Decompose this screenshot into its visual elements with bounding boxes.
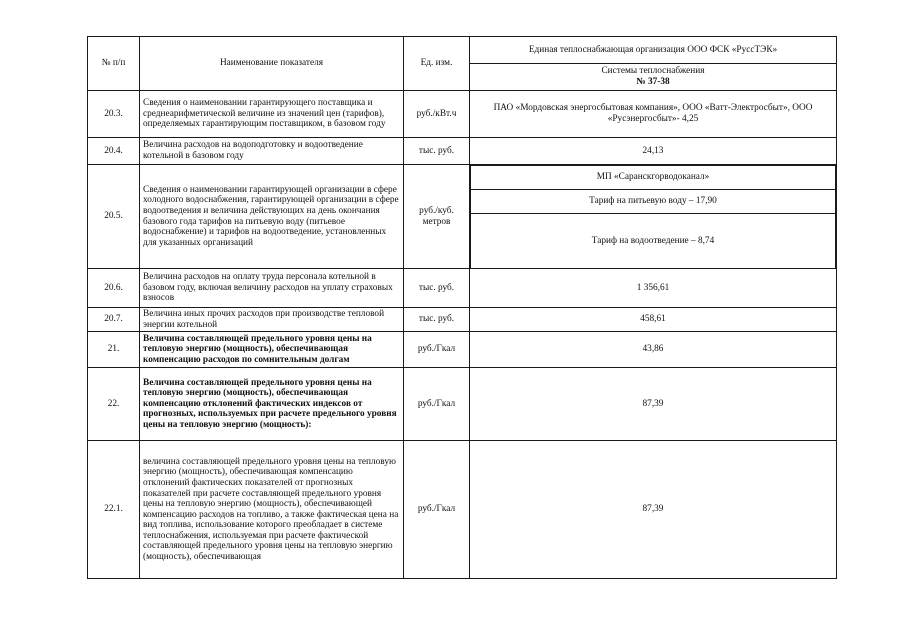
row-value-split: [470, 165, 837, 269]
value-sewer-tariff: Тариф на водоотведение – 8,74: [471, 214, 836, 268]
table-row: [88, 269, 837, 308]
row-name: Величина расходов на водоподготовку и водоотведение котельной в базовом году: [140, 138, 404, 165]
row-unit: тыс. руб.: [404, 138, 470, 165]
row-number: 22.1.: [88, 441, 140, 579]
row-unit: руб./Гкал: [404, 332, 470, 368]
header-systems-label: Системы теплоснабжения: [601, 66, 705, 77]
header-num: № п/п: [88, 37, 140, 91]
row-number: 20.5.: [88, 165, 140, 269]
row-name: Величина расходов на оплату труда персонала котельной в базовом году, включая величину расходов на уплату страховых взносов: [140, 269, 404, 308]
row-number: 20.7.: [88, 308, 140, 332]
row-value: 1 356,61: [470, 269, 837, 308]
row-number: 20.6.: [88, 269, 140, 308]
row-value: 87,39: [470, 368, 837, 441]
row-name: Величина иных прочих расходов при производстве тепловой энергии котельной: [140, 308, 404, 332]
row-name: Величина составляющей предельного уровня цены на тепловую энергию (мощность), обеспечивающая компенсацию расходов по сомнительным долгам: [140, 332, 404, 368]
header-systems-number: № 37-38: [636, 77, 670, 87]
header-unit: Ед. изм.: [404, 37, 470, 91]
row-unit: руб./Гкал: [404, 441, 470, 579]
header-org: Единая теплоснабжающая организация ООО ФСК «РуссТЭК»: [470, 37, 837, 64]
row-name: величина составляющей предельного уровня цены на тепловую энергию (мощность), обеспечивающая компенсацию отклонений фактических показателей от прогнозных показателей при расчете составляющей предельного уровня цены на тепловую энергию (мощность), обеспечивающей компенсацию расходов на топливо, а также фактическая цена на вид топлива, использование которого преобладает в системе теплоснабжения, используемая при расчете фактической составляющей предельного уровня цены на тепловую энергию (мощность), обеспечивающая: [140, 441, 404, 579]
value-water-tariff: Тариф на питьевую воду – 17,90: [471, 190, 836, 214]
row-unit: руб./куб. метров: [404, 165, 470, 269]
row-number: 22.: [88, 368, 140, 441]
table-row: [88, 308, 837, 332]
row-value: 43,86: [470, 332, 837, 368]
row-unit: тыс. руб.: [404, 308, 470, 332]
row-value: 87,39: [470, 441, 837, 579]
tariff-table: [87, 36, 837, 579]
row-number: 20.4.: [88, 138, 140, 165]
table-row: [88, 165, 837, 269]
row-name: Сведения о наименовании гарантирующей организации в сфере холодного водоснабжения, гарантирующей организации в сфере водоотведения и величина действующих на день окончания базового года тарифов на питьевую воду (питьевое водоснабжение) и тарифов на водоотведение, установленных для указанных организаций: [140, 165, 404, 269]
table-row: [88, 138, 837, 165]
table-row: [88, 332, 837, 368]
row-number: 20.3.: [88, 91, 140, 138]
row-value: 458,61: [470, 308, 837, 332]
row-value: ПАО «Мордовская энергосбытовая компания», ООО «Ватт-Электросбыт», ООО «Русэнергосбыт»- 4,25: [470, 91, 837, 138]
row-unit: руб./кВт.ч: [404, 91, 470, 138]
header-systems: [470, 64, 837, 91]
table-row: [88, 441, 837, 579]
row-unit: тыс. руб.: [404, 269, 470, 308]
row-name: Величина составляющей предельного уровня цены на тепловую энергию (мощность), обеспечивающая компенсацию отклонений фактических индексов от прогнозных, используемых при расчете предельного уровня цены на тепловую энергию (мощность):: [140, 368, 404, 441]
table-row: [88, 91, 837, 138]
row-name: Сведения о наименовании гарантирующего поставщика и среднеарифметической величине из значений цен (тарифов), определяемых гарантирующим поставщиком, в базовом году: [140, 91, 404, 138]
table-row: [88, 368, 837, 441]
row-unit: руб./Гкал: [404, 368, 470, 441]
header-name: Наименование показателя: [140, 37, 404, 91]
row-value: 24,13: [470, 138, 837, 165]
row-number: 21.: [88, 332, 140, 368]
value-org: МП «Саранскгорводоканал»: [471, 166, 836, 190]
